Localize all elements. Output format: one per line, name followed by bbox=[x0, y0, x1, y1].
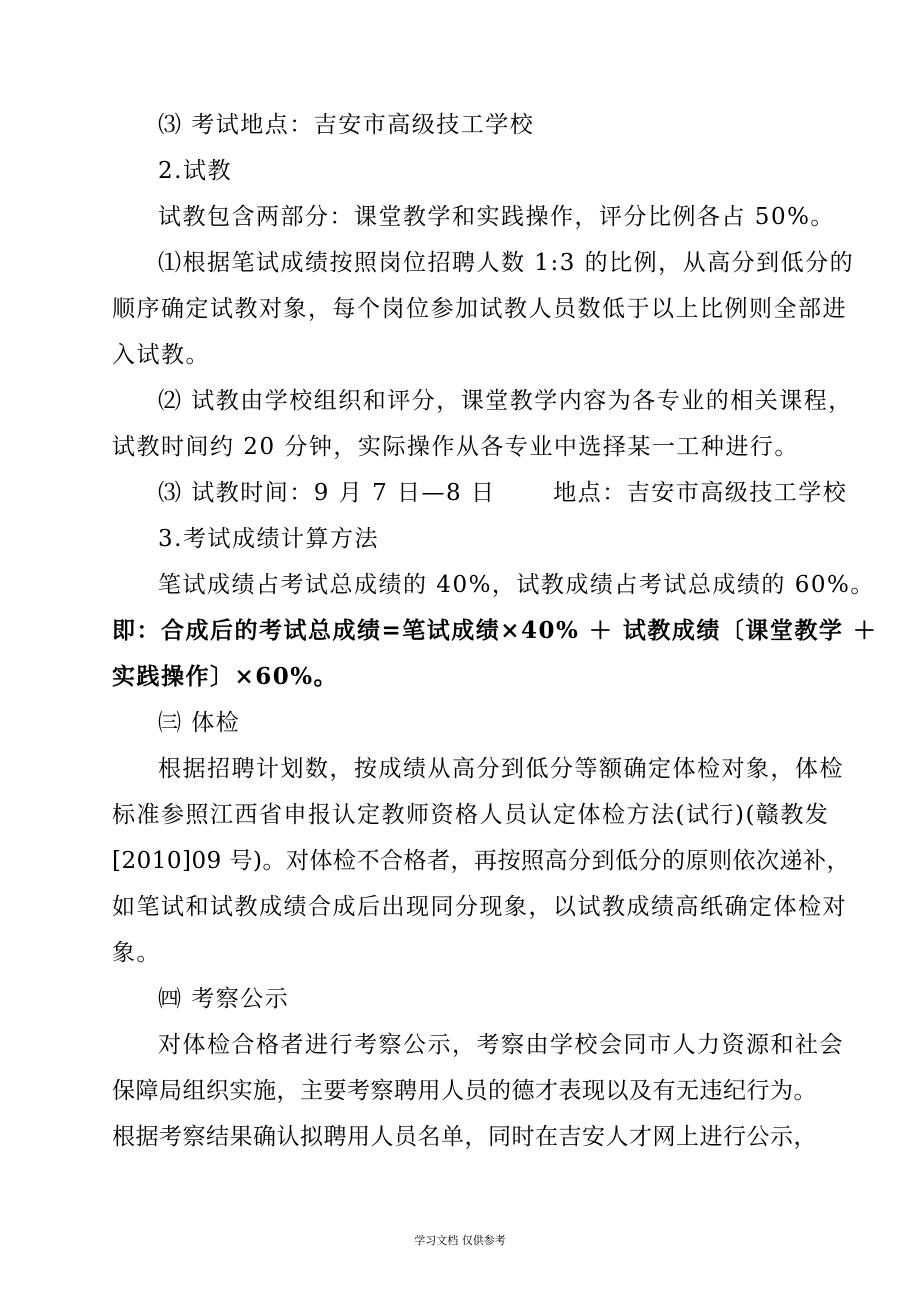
paragraph-line: 保障局组织实施，主要考察聘用人员的德才表现以及有无违纪行为。 bbox=[112, 1078, 817, 1104]
paragraph-line: 试教包含两部分：课堂教学和实践操作，评分比例各占 50%。 bbox=[158, 204, 835, 230]
paragraph-line: ⑴根据笔试成绩按照岗位招聘人数 1:3 的比例，从高分到低分的 bbox=[158, 250, 855, 276]
formula-line: 即：合成后的考试总成绩=笔试成绩×40% ＋ 试教成绩〔课堂教学 ＋ bbox=[112, 617, 878, 644]
paragraph-line: [2010]09 号)。对体检不合格者，再按照高分到低分的原则依次递补， bbox=[112, 848, 851, 874]
paragraph-line: 试教时间约 20 分钟，实际操作从各专业中选择某一工种进行。 bbox=[112, 434, 799, 460]
paragraph-line: 如笔试和试教成绩合成后出现同分现象，以试教成绩高纸确定体检对 bbox=[112, 894, 847, 920]
paragraph-line: 对体检合格者进行考察公示，考察由学校会同市人力资源和社会 bbox=[158, 1032, 844, 1058]
paragraph-line: 根据招聘计划数，按成绩从高分到低分等额确定体检对象，体检 bbox=[158, 756, 844, 782]
section-heading-inspection: ㈣ 考察公示 bbox=[158, 986, 290, 1012]
trial-time-line: ⑶ 试教时间：9 月 7 日—8 日 地点：吉安市高级技工学校 bbox=[158, 480, 848, 506]
formula-line: 实践操作〕×60%。 bbox=[112, 663, 339, 690]
section-heading-physical-exam: ㈢ 体检 bbox=[158, 710, 241, 736]
paragraph-line: 象。 bbox=[112, 940, 161, 966]
paragraph-line: 根据考察结果确认拟聘用人员名单，同时在吉安人才网上进行公示， bbox=[112, 1124, 817, 1150]
paragraph-line: 标准参照江西省申报认定教师资格人员认定体检方法(试行)(赣教发 bbox=[112, 802, 830, 828]
paragraph-line: 笔试成绩占考试总成绩的 40%，试教成绩占考试总成绩的 60%。 bbox=[158, 572, 875, 598]
section-heading-trial-teaching: 2.试教 bbox=[158, 158, 232, 184]
paragraph-line: ⑵ 试教由学校组织和评分，课堂教学内容为各专业的相关课程， bbox=[158, 388, 853, 414]
paragraph-line: 入试教。 bbox=[112, 342, 210, 368]
page-footer: 学习文档 仅供参考 bbox=[414, 1234, 506, 1247]
paragraph-line: 顺序确定试教对象，每个岗位参加试教人员数低于以上比例则全部进 bbox=[112, 296, 847, 322]
exam-location-line: ⑶ 考试地点：吉安市高级技工学校 bbox=[158, 112, 535, 138]
section-heading-score-method: 3.考试成绩计算方法 bbox=[158, 526, 379, 552]
